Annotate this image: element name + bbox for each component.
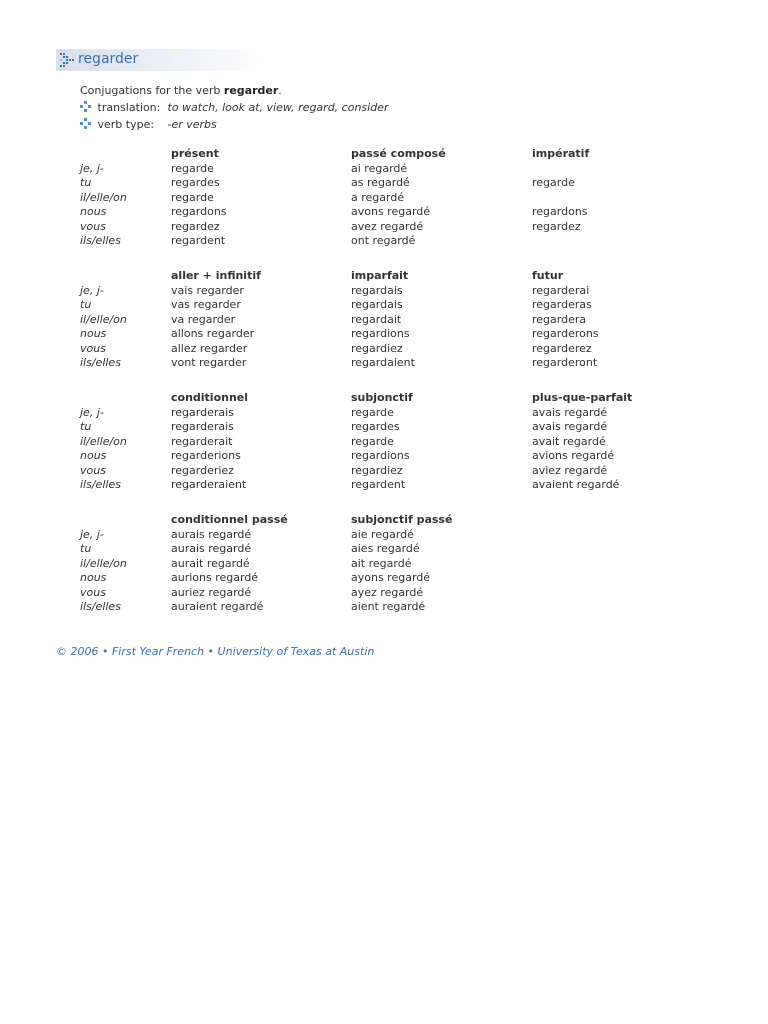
tense-header: impératif — [532, 147, 590, 160]
verb-form: regarderas — [532, 298, 592, 311]
verb-form: ayez regardé — [351, 585, 424, 599]
tense-column — [351, 513, 452, 615]
pronoun: vous — [80, 585, 106, 599]
pronoun: il/elle/on — [80, 556, 127, 570]
verb-form: regardes — [171, 176, 220, 189]
verb-form: avais regardé — [532, 405, 608, 419]
tense-header: imparfait — [351, 269, 409, 282]
tense-column — [532, 269, 599, 371]
tense-header: futur — [532, 269, 564, 282]
page-title: regarder — [78, 51, 139, 67]
title-bar — [56, 49, 268, 71]
verb-form: regardez — [532, 219, 581, 233]
verb-form: regarderons — [532, 327, 599, 340]
verb-form: regardions — [351, 327, 410, 340]
verb-form: regardent — [351, 478, 406, 491]
verb-form: regardiez — [351, 463, 403, 477]
verb-form — [532, 162, 589, 177]
intro-period: . — [278, 84, 282, 97]
intro-sentence — [80, 82, 388, 99]
pronoun: vous — [80, 463, 106, 477]
verb-form: regarderais — [171, 405, 234, 419]
verb-form: regardaient — [351, 356, 415, 369]
verb-type-label: verb type: — [97, 118, 155, 131]
verb-form: a regardé — [351, 190, 405, 204]
verb-type-value: -er verbs — [167, 118, 217, 131]
pronoun: il/elle/on — [80, 312, 127, 326]
verb-form: vais regarder — [171, 283, 244, 297]
header-spacer — [80, 513, 127, 528]
pronoun-column — [80, 513, 127, 615]
pronoun: nous — [80, 571, 107, 584]
pronoun-column — [80, 391, 127, 493]
pronoun: nous — [80, 449, 107, 462]
verb-form: ayons regardé — [351, 571, 431, 584]
tense-column — [171, 513, 288, 615]
verb-form: auraient regardé — [171, 600, 264, 613]
bullet-icon — [80, 101, 91, 112]
pronoun: vous — [80, 341, 106, 355]
verb-form: avez regardé — [351, 219, 424, 233]
verb-form: va regarder — [171, 312, 236, 326]
pronoun: je, j- — [80, 283, 104, 297]
verb-form: regardent — [171, 234, 226, 247]
verb-form: regarde — [532, 176, 575, 189]
tense-column — [171, 147, 227, 249]
verb-form: aurait regardé — [171, 556, 250, 570]
verb-form: regardez — [171, 219, 220, 233]
verb-form: allez regarder — [171, 341, 248, 355]
tense-column — [351, 391, 413, 493]
translation-row — [80, 99, 388, 116]
tense-header: conditionnel — [171, 391, 249, 404]
tense-column — [532, 147, 589, 249]
footer: © 2006 • First Year French • University of Texas at Austin — [56, 645, 375, 658]
intro — [80, 82, 388, 133]
verb-form: regardons — [532, 205, 588, 218]
verb-form: vont regarder — [171, 356, 247, 369]
verb-form: regarderaient — [171, 478, 247, 491]
translation-label: translation: — [97, 101, 161, 114]
intro-verb: regarder — [223, 84, 279, 97]
verb-form: avions regardé — [532, 449, 615, 462]
tense-column — [532, 391, 632, 493]
verb-form: vas regarder — [171, 298, 241, 311]
verb-form: regarde — [351, 405, 394, 419]
tense-column — [351, 269, 415, 371]
verb-form: aurions regardé — [171, 571, 259, 584]
verb-form — [532, 191, 589, 206]
pronoun: tu — [80, 542, 92, 555]
tense-header: plus-que-parfait — [532, 391, 633, 404]
verb-form: regarde — [171, 161, 214, 175]
verb-form: aie regardé — [351, 527, 414, 541]
verb-form: regarderions — [171, 449, 241, 462]
verb-type-row — [80, 116, 388, 133]
verb-form: aurais regardé — [171, 527, 252, 541]
intro-text: Conjugations for the verb — [80, 84, 224, 97]
verb-form: regarderiez — [171, 463, 234, 477]
tense-header: présent — [171, 147, 219, 160]
verb-form: avons regardé — [351, 205, 431, 218]
verb-form: regardiez — [351, 341, 403, 355]
verb-form: regarde — [171, 190, 214, 204]
pronoun: je, j- — [80, 405, 104, 419]
verb-form: allons regarder — [171, 327, 255, 340]
verb-form: regardes — [351, 420, 400, 433]
verb-form: regardait — [351, 312, 402, 326]
arrow-pattern-icon — [59, 52, 75, 68]
pronoun: je, j- — [80, 527, 104, 541]
verb-form — [532, 234, 589, 249]
verb-form: avais regardé — [532, 420, 608, 433]
tense-header: subjonctif — [351, 391, 413, 404]
pronoun: ils/elles — [80, 478, 121, 491]
verb-form: regardais — [351, 298, 403, 311]
tense-column — [171, 269, 261, 371]
verb-form: auriez regardé — [171, 585, 252, 599]
tense-header: subjonctif passé — [351, 513, 453, 526]
tense-header: aller + infinitif — [171, 269, 261, 282]
pronoun: vous — [80, 219, 106, 233]
verb-form: regardais — [351, 283, 403, 297]
verb-form: regarderais — [171, 420, 234, 433]
verb-form: regardions — [351, 449, 410, 462]
verb-form: regarde — [351, 434, 394, 448]
verb-form: aies regardé — [351, 542, 420, 555]
verb-form: regardera — [532, 312, 587, 326]
pronoun: nous — [80, 327, 107, 340]
pronoun: ils/elles — [80, 600, 121, 613]
pronoun: il/elle/on — [80, 434, 127, 448]
verb-form: avaient regardé — [532, 478, 620, 491]
pronoun: tu — [80, 298, 92, 311]
verb-form: aurais regardé — [171, 542, 252, 555]
verb-form: ai regardé — [351, 161, 408, 175]
verb-form: avait regardé — [532, 434, 606, 448]
tense-header: passé composé — [351, 147, 446, 160]
verb-form: regardons — [171, 205, 227, 218]
tense-column — [171, 391, 248, 493]
translation-value: to watch, look at, view, regard, consider — [167, 101, 389, 114]
pronoun: tu — [80, 176, 92, 189]
pronoun-column — [80, 147, 127, 249]
verb-form: ont regardé — [351, 234, 416, 247]
verb-form: aient regardé — [351, 600, 426, 613]
verb-form: aviez regardé — [532, 463, 608, 477]
header-spacer — [80, 269, 127, 284]
pronoun: il/elle/on — [80, 190, 127, 204]
bullet-icon — [80, 118, 91, 129]
verb-form: regarderait — [171, 434, 233, 448]
pronoun: ils/elles — [80, 356, 121, 369]
pronoun: tu — [80, 420, 92, 433]
verb-form: regarderez — [532, 341, 592, 355]
verb-form: regarderai — [532, 283, 590, 297]
pronoun: nous — [80, 205, 107, 218]
verb-form: regarderont — [532, 356, 598, 369]
tense-header: conditionnel passé — [171, 513, 288, 526]
header-spacer — [80, 147, 127, 162]
pronoun: ils/elles — [80, 234, 121, 247]
tense-column — [351, 147, 446, 249]
pronoun-column — [80, 269, 127, 371]
pronoun: je, j- — [80, 161, 104, 175]
verb-form: as regardé — [351, 176, 410, 189]
verb-form: ait regardé — [351, 556, 412, 570]
header-spacer — [80, 391, 127, 406]
